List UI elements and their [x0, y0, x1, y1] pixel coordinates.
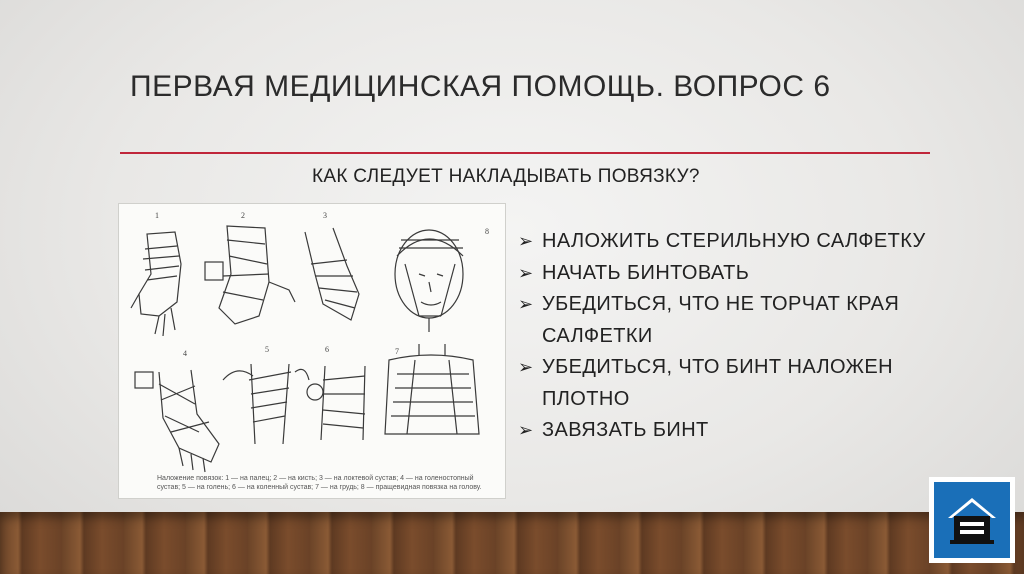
bullet-text: НАЛОЖИТЬ СТЕРИЛЬНУЮ САЛФЕТКУ — [542, 230, 926, 252]
arrow-bullet-icon: ➢ — [518, 262, 534, 283]
arrow-bullet-icon: ➢ — [518, 420, 534, 440]
bullet-text: НАЧАТЬ БИНТОВАТЬ — [542, 261, 750, 284]
panel-number-5: 5 — [265, 345, 269, 354]
figure-caption: Наложение повязок: 1 — на палец; 2 — на кисть; 3 — на локтевой сустав; 4 — на голеностопный сустав; 5 — на голень; 6 — на коленный сустав; 7 — на грудь; 8 — пращевидная повязка на голову. — [157, 475, 482, 491]
drawing-knee-bandage — [307, 366, 365, 440]
arrow-bullet-icon: ➢ — [518, 294, 534, 314]
panel-number-2: 2 — [241, 211, 245, 220]
bullet-text: ЗАВЯЗАТЬ БИНТ — [542, 419, 709, 441]
arrow-bullet-icon: ➢ — [518, 231, 534, 251]
title-divider — [120, 152, 930, 154]
drawing-ankle-bandage — [135, 370, 219, 472]
question-text: КАК СЛЕДУЕТ НАКЛАДЫВАТЬ ПОВЯЗКУ? — [312, 166, 700, 187]
bullet-item — [516, 258, 936, 290]
panel-number-3: 3 — [323, 211, 327, 220]
bullet-item — [516, 289, 936, 352]
bullet-text: УБЕДИТЬСЯ, ЧТО НЕ ТОРЧАТ КРАЯ САЛФЕТКИ — [542, 293, 900, 347]
bandage-illustration — [118, 203, 506, 499]
panel-number-8: 8 — [485, 227, 489, 236]
bullet-text: УБЕДИТЬСЯ, ЧТО БИНТ НАЛОЖЕН ПЛОТНО — [542, 356, 893, 410]
bullet-list — [516, 226, 936, 447]
drawing-shin-bandage — [223, 364, 309, 444]
panel-number-1: 1 — [155, 211, 159, 220]
drawing-elbow-bandage — [305, 228, 359, 320]
drawing-head-sling — [395, 230, 463, 332]
drawing-finger-bandage — [131, 232, 181, 336]
bullet-item — [516, 352, 936, 415]
bullet-item — [516, 226, 936, 258]
panel-number-4: 4 — [183, 349, 187, 358]
arrow-bullet-icon: ➢ — [518, 357, 534, 377]
panel-number-7: 7 — [395, 347, 399, 356]
home-button[interactable] — [930, 478, 1014, 562]
wood-floor-background — [0, 512, 1024, 574]
panel-number-6: 6 — [325, 345, 329, 354]
home-icon — [934, 482, 1010, 558]
drawing-hand-bandage — [205, 226, 295, 324]
bullet-item — [516, 415, 936, 447]
slide-title: ПЕРВАЯ МЕДИЦИНСКАЯ ПОМОЩЬ. ВОПРОС 6 — [130, 70, 831, 103]
bandage-drawings — [119, 204, 505, 498]
drawing-chest-bandage — [385, 344, 479, 434]
